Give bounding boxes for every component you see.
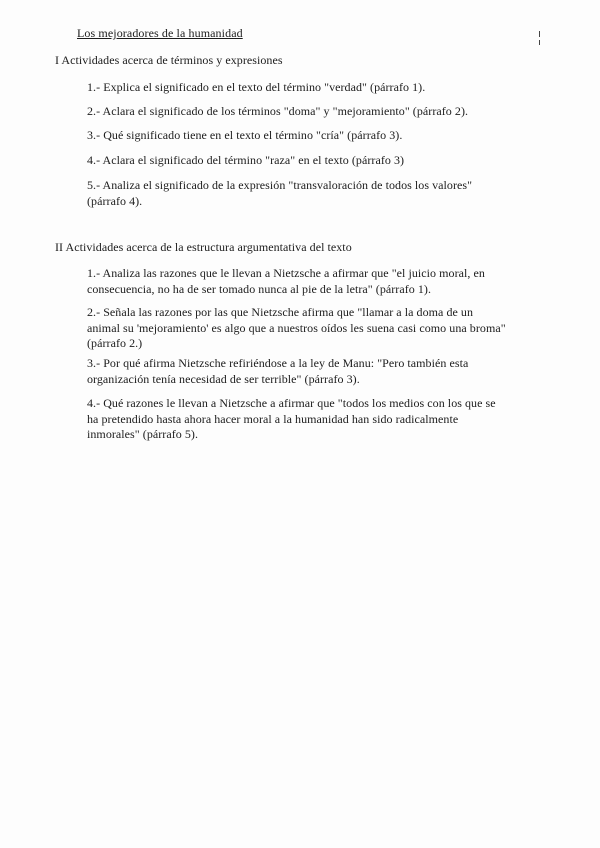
section-2-item-3: 3.- Por qué afirma Nietzsche refiriéndose a la ley de Manu: "Pero también esta organización tenía necesidad de ser terrible" (párrafo 3).	[87, 356, 469, 386]
section-2-item-4: 4.- Qué razones le llevan a Nietzsche a afirmar que "todos los medios con los que se ha pretendido hasta ahora hacer moral a la humanidad han sido radicalmente inmorales" (párrafo 5).	[87, 396, 496, 441]
section-2-heading: II Actividades acerca de la estructura argumentativa del texto	[55, 240, 352, 254]
section-1-item-3: 3.- Qué significado tiene en el texto el término "cría" (párrafo 3).	[87, 128, 403, 142]
scan-mark	[539, 31, 540, 37]
section-1-heading: I Actividades acerca de términos y expresiones	[55, 53, 283, 67]
scan-mark	[539, 40, 540, 45]
section-2-item-2: 2.- Señala las razones por las que Nietzsche afirma que "llamar a la doma de un animal su 'mejoramiento' es algo que a nuestros oídos les suena casi como una broma" (párrafo 2.)	[87, 305, 506, 350]
section-1-item-1: 1.- Explica el significado en el texto del término "verdad" (párrafo 1).	[87, 80, 426, 94]
section-1-item-2: 2.- Aclara el significado de los términos "doma" y "mejoramiento" (párrafo 2).	[87, 104, 469, 118]
section-1-item-4: 4.- Aclara el significado del término "raza" en el texto (párrafo 3)	[87, 153, 405, 167]
document-title: Los mejoradores de la humanidad	[77, 26, 243, 40]
section-2-item-1: 1.- Analiza las razones que le llevan a Nietzsche a afirmar que "el juicio moral, en consecuencia, no ha de ser tomado nunca al pie de la letra" (párrafo 1).	[87, 266, 485, 296]
section-1-item-5: 5.- Analiza el significado de la expresión "transvaloración de todos los valores" (párrafo 4).	[87, 178, 473, 208]
